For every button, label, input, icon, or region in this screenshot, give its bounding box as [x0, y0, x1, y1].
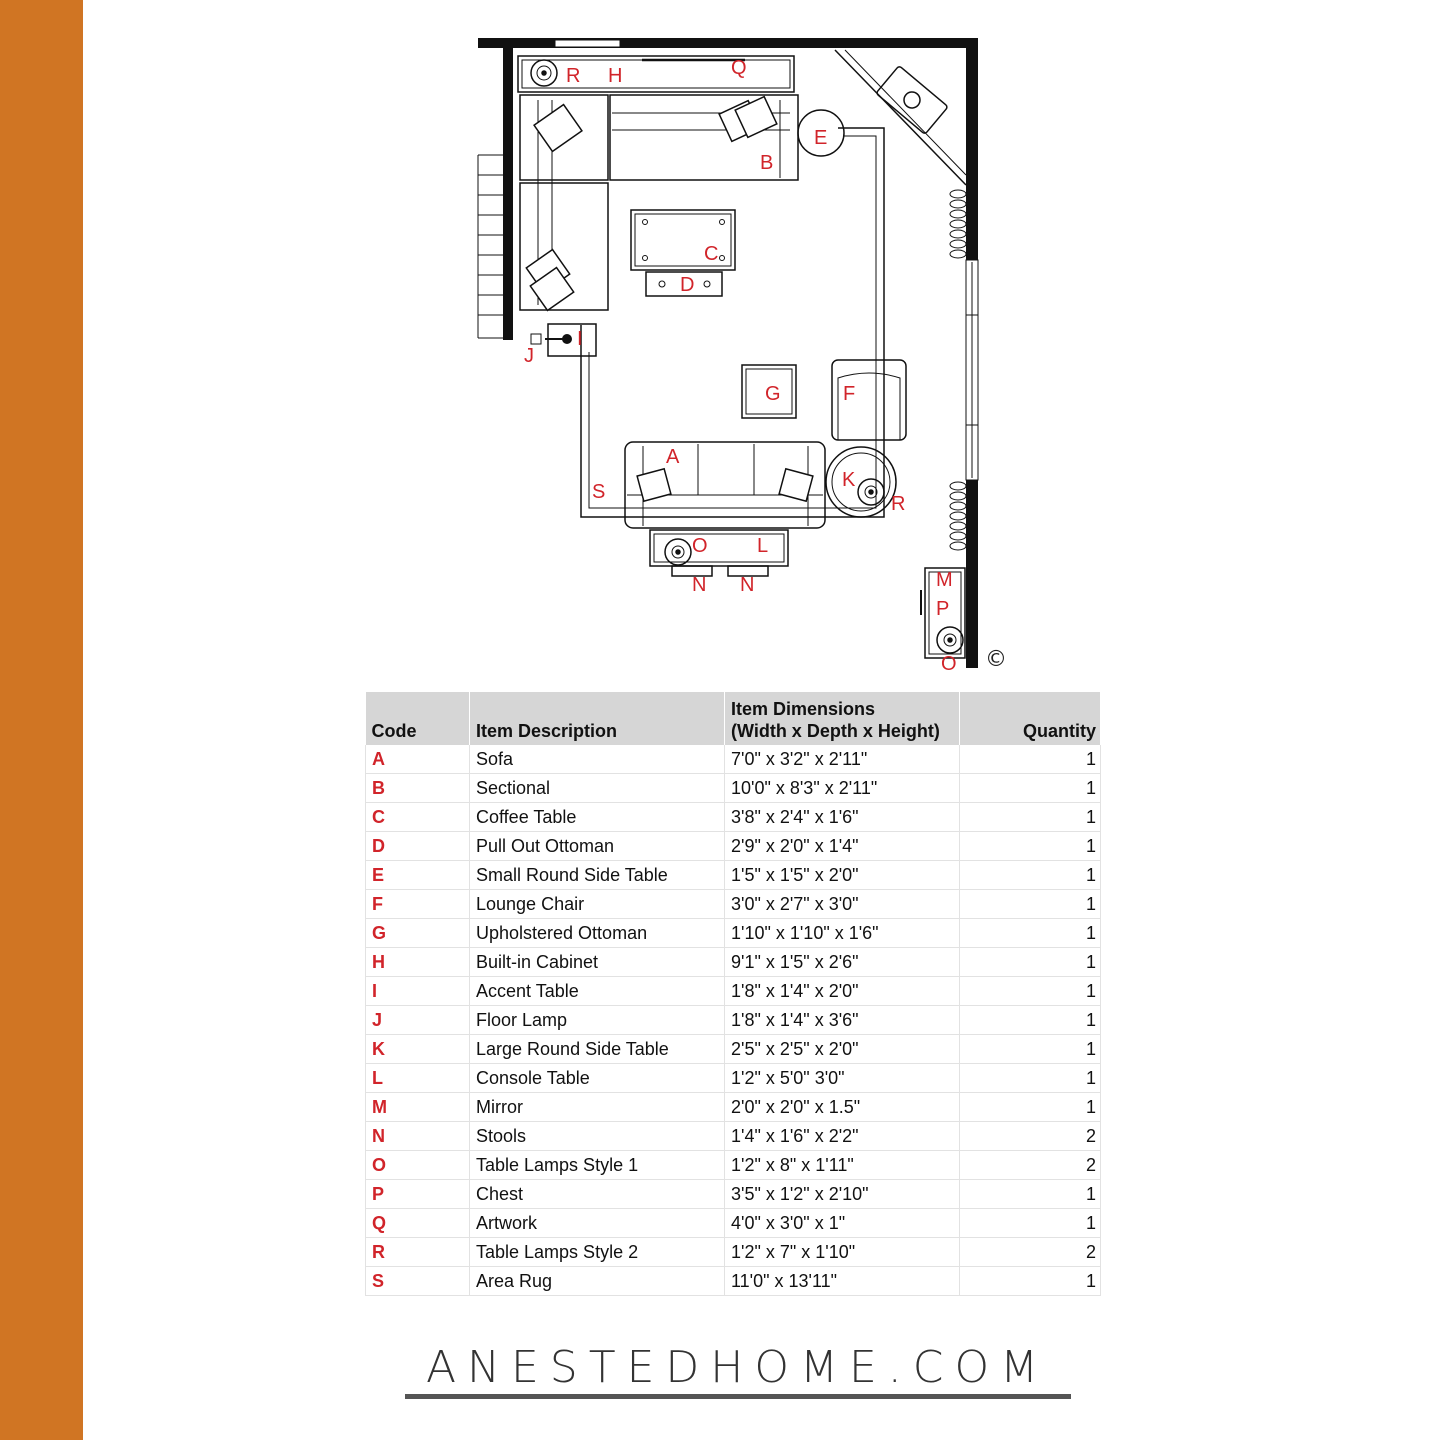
table-row [366, 1180, 1101, 1209]
table-row [366, 803, 1101, 832]
cell-dimensions: 1'8" x 1'4" x 3'6" [725, 1006, 960, 1035]
stairs [478, 155, 503, 338]
cell-code: E [366, 861, 470, 890]
table-row [366, 861, 1101, 890]
floor-plan-drawing [460, 30, 1020, 680]
label-p: P [936, 598, 950, 620]
cell-code: K [366, 1035, 470, 1064]
cell-dimensions: 4'0" x 3'0" x 1" [725, 1209, 960, 1238]
left-wall [503, 38, 513, 340]
cell-quantity: 1 [960, 861, 1101, 890]
label-r-side: R [891, 493, 906, 515]
cell-description: Lounge Chair [470, 890, 725, 919]
cell-quantity: 2 [960, 1122, 1101, 1151]
label-e: E [814, 127, 828, 149]
table-row [366, 745, 1101, 774]
cell-dimensions: 3'5" x 1'2" x 2'10" [725, 1180, 960, 1209]
cell-description: Coffee Table [470, 803, 725, 832]
label-m: M [936, 569, 953, 591]
accent-side-bar [0, 0, 83, 1440]
label-g: G [765, 383, 781, 405]
cell-code: A [366, 745, 470, 774]
copyright-symbol: © [985, 647, 1007, 672]
coffee-table [631, 210, 735, 270]
table-row [366, 1151, 1101, 1180]
corner-diagonal [835, 50, 966, 185]
cell-dimensions: 1'5" x 1'5" x 2'0" [725, 861, 960, 890]
cell-description: Accent Table [470, 977, 725, 1006]
cell-code: F [366, 890, 470, 919]
label-q: Q [731, 57, 747, 79]
header-dimensions-line1: Item Dimensions [731, 699, 876, 719]
cell-quantity: 1 [960, 977, 1101, 1006]
table-row [366, 919, 1101, 948]
label-d: D [680, 274, 695, 296]
label-c: C [704, 243, 719, 265]
cell-dimensions: 1'2" x 7" x 1'10" [725, 1238, 960, 1267]
cell-code: J [366, 1006, 470, 1035]
table-row [366, 1006, 1101, 1035]
label-o-chest: O [941, 653, 957, 675]
cell-quantity: 1 [960, 1035, 1101, 1064]
cell-code: B [366, 774, 470, 803]
cell-dimensions: 2'5" x 2'5" x 2'0" [725, 1035, 960, 1064]
cell-quantity: 1 [960, 774, 1101, 803]
cell-code: S [366, 1267, 470, 1296]
cell-dimensions: 1'4" x 1'6" x 2'2" [725, 1122, 960, 1151]
label-h: H [608, 65, 623, 87]
cell-code: D [366, 832, 470, 861]
table-row [366, 890, 1101, 919]
header-code: Code [366, 692, 470, 745]
cell-description: Table Lamps Style 2 [470, 1238, 725, 1267]
cell-code: N [366, 1122, 470, 1151]
sectional-sofa [520, 95, 798, 310]
label-b: B [760, 152, 774, 174]
cell-code: H [366, 948, 470, 977]
cell-code: G [366, 919, 470, 948]
header-dimensions-line2: (Width x Depth x Height) [731, 721, 940, 741]
brand-wordmark: ANESTEDHOME.COM [425, 1342, 1050, 1393]
cell-quantity: 1 [960, 1209, 1101, 1238]
cell-description: Floor Lamp [470, 1006, 725, 1035]
cell-quantity: 1 [960, 803, 1101, 832]
cell-description: Table Lamps Style 1 [470, 1151, 725, 1180]
cell-quantity: 1 [960, 745, 1101, 774]
cell-description: Stools [470, 1122, 725, 1151]
cell-quantity: 1 [960, 919, 1101, 948]
cell-code: I [366, 977, 470, 1006]
cell-quantity: 1 [960, 1006, 1101, 1035]
table-row [366, 1035, 1101, 1064]
label-r-top: R [566, 65, 581, 87]
label-n-1: N [692, 574, 707, 596]
cell-quantity: 2 [960, 1151, 1101, 1180]
furniture-table [365, 692, 1101, 1296]
cell-dimensions: 10'0" x 8'3" x 2'11" [725, 774, 960, 803]
cell-quantity: 1 [960, 1064, 1101, 1093]
tv-stand [876, 66, 948, 135]
large-round-side-table [826, 447, 896, 517]
cell-code: O [366, 1151, 470, 1180]
table-row [366, 977, 1101, 1006]
cell-dimensions: 1'2" x 5'0" 3'0" [725, 1064, 960, 1093]
label-f: F [843, 383, 856, 405]
header-dimensions [725, 692, 960, 745]
cell-dimensions: 3'8" x 2'4" x 1'6" [725, 803, 960, 832]
label-j: J [524, 345, 534, 367]
cell-description: Sofa [470, 745, 725, 774]
cell-dimensions: 3'0" x 2'7" x 3'0" [725, 890, 960, 919]
cell-code: R [366, 1238, 470, 1267]
cell-description: Large Round Side Table [470, 1035, 725, 1064]
label-k: K [842, 469, 856, 491]
cell-dimensions: 1'8" x 1'4" x 2'0" [725, 977, 960, 1006]
table-row [366, 1122, 1101, 1151]
cell-code: P [366, 1180, 470, 1209]
cell-dimensions: 9'1" x 1'5" x 2'6" [725, 948, 960, 977]
cell-quantity: 1 [960, 1093, 1101, 1122]
top-window [555, 40, 620, 47]
cell-description: Small Round Side Table [470, 861, 725, 890]
table-row [366, 1238, 1101, 1267]
cell-dimensions: 1'2" x 8" x 1'11" [725, 1151, 960, 1180]
area-rug [581, 128, 884, 517]
cell-description: Chest [470, 1180, 725, 1209]
cell-description: Upholstered Ottoman [470, 919, 725, 948]
cell-quantity: 1 [960, 832, 1101, 861]
cell-description: Pull Out Ottoman [470, 832, 725, 861]
table-row [366, 774, 1101, 803]
floor-lamp [531, 334, 541, 344]
table-row [366, 948, 1101, 977]
floor-plan [460, 30, 1020, 680]
table-header-row [366, 692, 1101, 745]
label-l: L [757, 535, 769, 557]
label-n-2: N [740, 574, 755, 596]
built-in-cabinet [518, 56, 794, 92]
cell-description: Built-in Cabinet [470, 948, 725, 977]
cell-dimensions: 11'0" x 13'11" [725, 1267, 960, 1296]
cell-code: L [366, 1064, 470, 1093]
radiator-top [950, 190, 966, 258]
table-row [366, 1064, 1101, 1093]
label-i: I [577, 328, 583, 350]
top-wall [478, 38, 978, 48]
table-row [366, 1209, 1101, 1238]
cell-dimensions: 2'0" x 2'0" x 1.5" [725, 1093, 960, 1122]
cell-dimensions: 1'10" x 1'10" x 1'6" [725, 919, 960, 948]
table-row [366, 832, 1101, 861]
furniture-table-container [365, 692, 1100, 1296]
label-s: S [592, 481, 606, 503]
brand-underline [405, 1394, 1071, 1399]
cell-quantity: 1 [960, 890, 1101, 919]
table-row [366, 1093, 1101, 1122]
cell-description: Artwork [470, 1209, 725, 1238]
cell-description: Console Table [470, 1064, 725, 1093]
cell-quantity: 1 [960, 1267, 1101, 1296]
cell-code: Q [366, 1209, 470, 1238]
cell-code: C [366, 803, 470, 832]
sofa [625, 442, 825, 528]
label-o-console: O [692, 535, 708, 557]
radiator-bottom [950, 482, 966, 550]
header-quantity: Quantity [960, 692, 1101, 745]
cell-dimensions: 2'9" x 2'0" x 1'4" [725, 832, 960, 861]
cell-code: M [366, 1093, 470, 1122]
cell-description: Mirror [470, 1093, 725, 1122]
cell-quantity: 1 [960, 948, 1101, 977]
label-a: A [666, 446, 680, 468]
cell-quantity: 2 [960, 1238, 1101, 1267]
cell-quantity: 1 [960, 1180, 1101, 1209]
cell-dimensions: 7'0" x 3'2" x 2'11" [725, 745, 960, 774]
cell-description: Area Rug [470, 1267, 725, 1296]
table-row [366, 1267, 1101, 1296]
header-description: Item Description [470, 692, 725, 745]
cell-description: Sectional [470, 774, 725, 803]
